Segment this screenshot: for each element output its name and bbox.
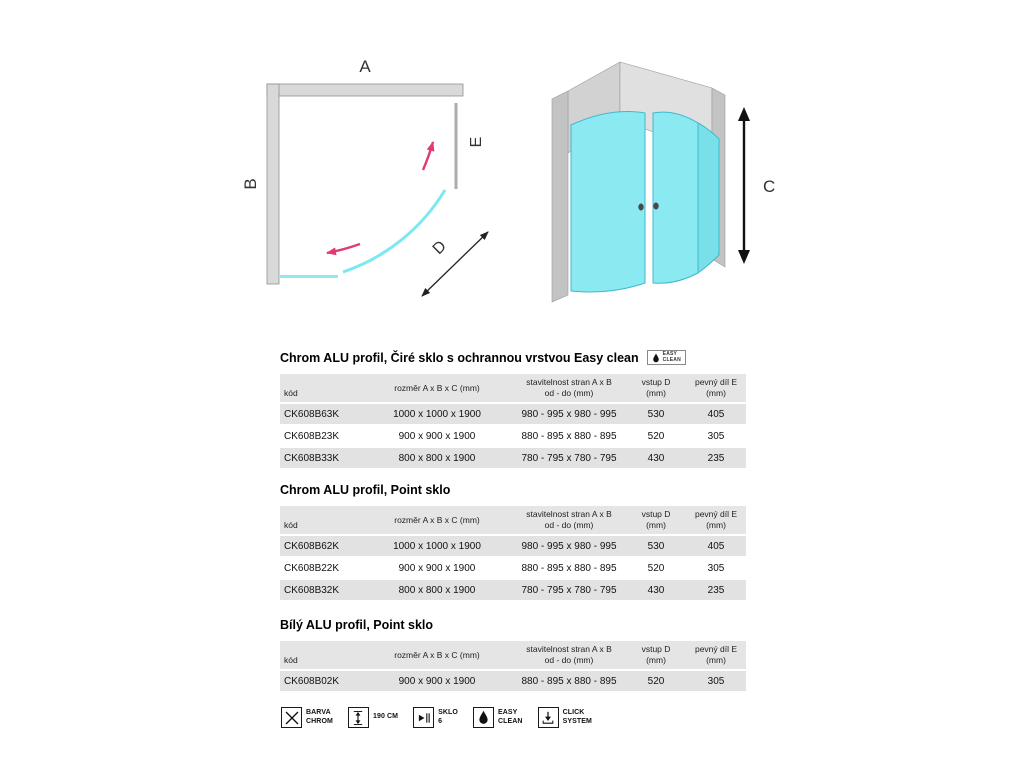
spec-table	[280, 504, 746, 602]
product-code-cell: CK608B63K	[284, 408, 340, 420]
badge-line: 190 CM	[372, 713, 399, 721]
value-cell: 305	[707, 562, 725, 574]
value-cell: 800 x 800 x 1900	[398, 584, 476, 596]
glass-door-right	[653, 112, 698, 283]
table-title-text: Chrom ALU profil, Čiré sklo s ochrannou vrstvou Easy clean	[280, 350, 639, 365]
column-header: rozměr A x B x C (mm)	[362, 506, 512, 534]
badge-label	[306, 709, 333, 726]
badge-line: SKLO	[438, 709, 458, 717]
column-header: pevný díl E (mm)	[686, 506, 746, 534]
value-cell: 430	[647, 584, 665, 596]
value-cell: 1000 x 1000 x 1900	[393, 540, 481, 552]
value-cell: 235	[707, 584, 725, 596]
door-direction-arrow-left	[327, 244, 360, 253]
door-direction-arrow-up	[423, 142, 433, 170]
value-cell: 235	[707, 452, 725, 464]
badge-line: CLEAN	[662, 356, 681, 363]
table-section-point-chrom	[280, 483, 746, 602]
spec-row	[280, 426, 746, 446]
column-header: stavitelnost stran A x B od - do (mm)	[512, 374, 626, 402]
wall-left	[267, 84, 279, 284]
column-header: vstup D (mm)	[626, 506, 686, 534]
column-header: stavitelnost stran A x B od - do (mm)	[512, 641, 626, 669]
value-cell: 530	[647, 408, 665, 420]
entry-width-arrow	[422, 232, 488, 296]
easy-clean-badge	[647, 350, 686, 365]
badge-label	[373, 713, 398, 721]
easy-clean-icon	[473, 707, 494, 728]
dim-label-c: C	[763, 177, 776, 196]
product-code-cell: CK608B02K	[284, 675, 340, 687]
spec-row	[280, 536, 746, 556]
spec-row	[280, 558, 746, 578]
column-header: kód	[280, 506, 362, 534]
table-title-text: Chrom ALU profil, Point sklo	[280, 483, 451, 497]
feature-badges	[281, 707, 592, 728]
value-cell: 780 - 795 x 780 - 795	[521, 452, 617, 464]
badge-height-190	[348, 707, 398, 728]
value-cell: 880 - 895 x 880 - 895	[521, 562, 617, 574]
value-cell: 430	[647, 452, 665, 464]
spec-table	[280, 372, 746, 470]
table-title	[280, 350, 746, 365]
product-code-cell: CK608B23K	[284, 430, 340, 442]
value-cell: 305	[707, 675, 725, 687]
chrome-swatch-icon	[281, 707, 302, 728]
header-row	[280, 506, 746, 534]
value-cell: 1000 x 1000 x 1900	[393, 408, 481, 420]
column-header: rozměr A x B x C (mm)	[362, 641, 512, 669]
value-cell: 880 - 895 x 880 - 895	[521, 430, 617, 442]
glass-fixed-panel	[698, 123, 719, 273]
column-header: rozměr A x B x C (mm)	[362, 374, 512, 402]
value-cell: 900 x 900 x 1900	[398, 562, 476, 574]
badge-line: CLICK	[562, 709, 585, 717]
door-handle-right	[654, 203, 659, 209]
dim-label-d: D	[429, 237, 450, 258]
height-arrowhead-bottom	[738, 250, 750, 264]
height-icon	[348, 707, 369, 728]
value-cell: 405	[707, 540, 725, 552]
table-section-easy-clean	[280, 350, 746, 470]
spec-table	[280, 639, 746, 693]
spec-row	[280, 404, 746, 424]
spec-row	[280, 580, 746, 600]
dim-label-a: A	[359, 57, 371, 76]
droplet-icon	[652, 353, 660, 363]
click-system-icon	[538, 707, 559, 728]
value-cell: 780 - 795 x 780 - 795	[521, 584, 617, 596]
table-title-text: Bílý ALU profil, Point sklo	[280, 618, 434, 632]
top-view-diagram	[240, 50, 510, 315]
value-cell: 305	[707, 430, 725, 442]
column-header: vstup D (mm)	[626, 374, 686, 402]
value-cell: 900 x 900 x 1900	[398, 430, 476, 442]
badge-line: CLEAN	[497, 717, 523, 725]
product-code-cell: CK608B22K	[284, 562, 340, 574]
door-handle-left	[639, 204, 644, 210]
header-row	[280, 641, 746, 669]
dim-label-b: B	[241, 178, 260, 190]
badge-line: BARVA	[306, 709, 331, 717]
product-code-cell: CK608B62K	[284, 540, 340, 552]
column-header: pevný díl E (mm)	[686, 374, 746, 402]
badge-sklo-6	[413, 707, 458, 728]
badge-line: EASY	[662, 350, 678, 357]
badge-easy-clean	[473, 707, 523, 728]
column-header: kód	[280, 374, 362, 402]
glass-door-left	[571, 112, 645, 293]
badge-barva-chrom	[281, 707, 333, 728]
value-cell: 980 - 995 x 980 - 995	[521, 408, 617, 420]
spec-row	[280, 671, 746, 691]
fixed-part-e	[455, 103, 458, 189]
value-cell: 880 - 895 x 880 - 895	[521, 675, 617, 687]
wall-top	[267, 84, 463, 96]
column-header: pevný díl E (mm)	[686, 641, 746, 669]
value-cell: 530	[647, 540, 665, 552]
table-title	[280, 618, 746, 632]
easy-clean-badge-label	[663, 352, 681, 364]
perspective-diagram	[535, 45, 785, 305]
column-header: stavitelnost stran A x B od - do (mm)	[512, 506, 626, 534]
badge-line: SYSTEM	[562, 717, 592, 725]
value-cell: 405	[707, 408, 725, 420]
spec-row	[280, 448, 746, 468]
glass-thickness-icon	[413, 707, 434, 728]
value-cell: 520	[647, 562, 665, 574]
header-row	[280, 374, 746, 402]
height-arrowhead-top	[738, 107, 750, 121]
product-code-cell: CK608B33K	[284, 452, 340, 464]
column-header: vstup D (mm)	[626, 641, 686, 669]
fixed-part-bottom	[280, 275, 338, 278]
value-cell: 520	[647, 430, 665, 442]
dim-label-e: E	[468, 136, 485, 148]
wall-edge-left	[552, 91, 568, 302]
value-cell: 520	[647, 675, 665, 687]
badge-line: EASY	[497, 709, 518, 717]
badge-label	[438, 709, 458, 726]
product-code-cell: CK608B32K	[284, 584, 340, 596]
badge-line: CHROM	[306, 717, 333, 725]
badge-label	[563, 709, 592, 726]
value-cell: 900 x 900 x 1900	[398, 675, 476, 687]
column-header: kód	[280, 641, 362, 669]
table-title	[280, 483, 746, 497]
value-cell: 800 x 800 x 1900	[398, 452, 476, 464]
door-arc	[343, 190, 445, 272]
value-cell: 980 - 995 x 980 - 995	[521, 540, 617, 552]
badge-click-system	[538, 707, 592, 728]
badge-line: 6	[438, 717, 443, 725]
badge-label	[498, 709, 523, 726]
table-section-point-bily	[280, 618, 746, 693]
